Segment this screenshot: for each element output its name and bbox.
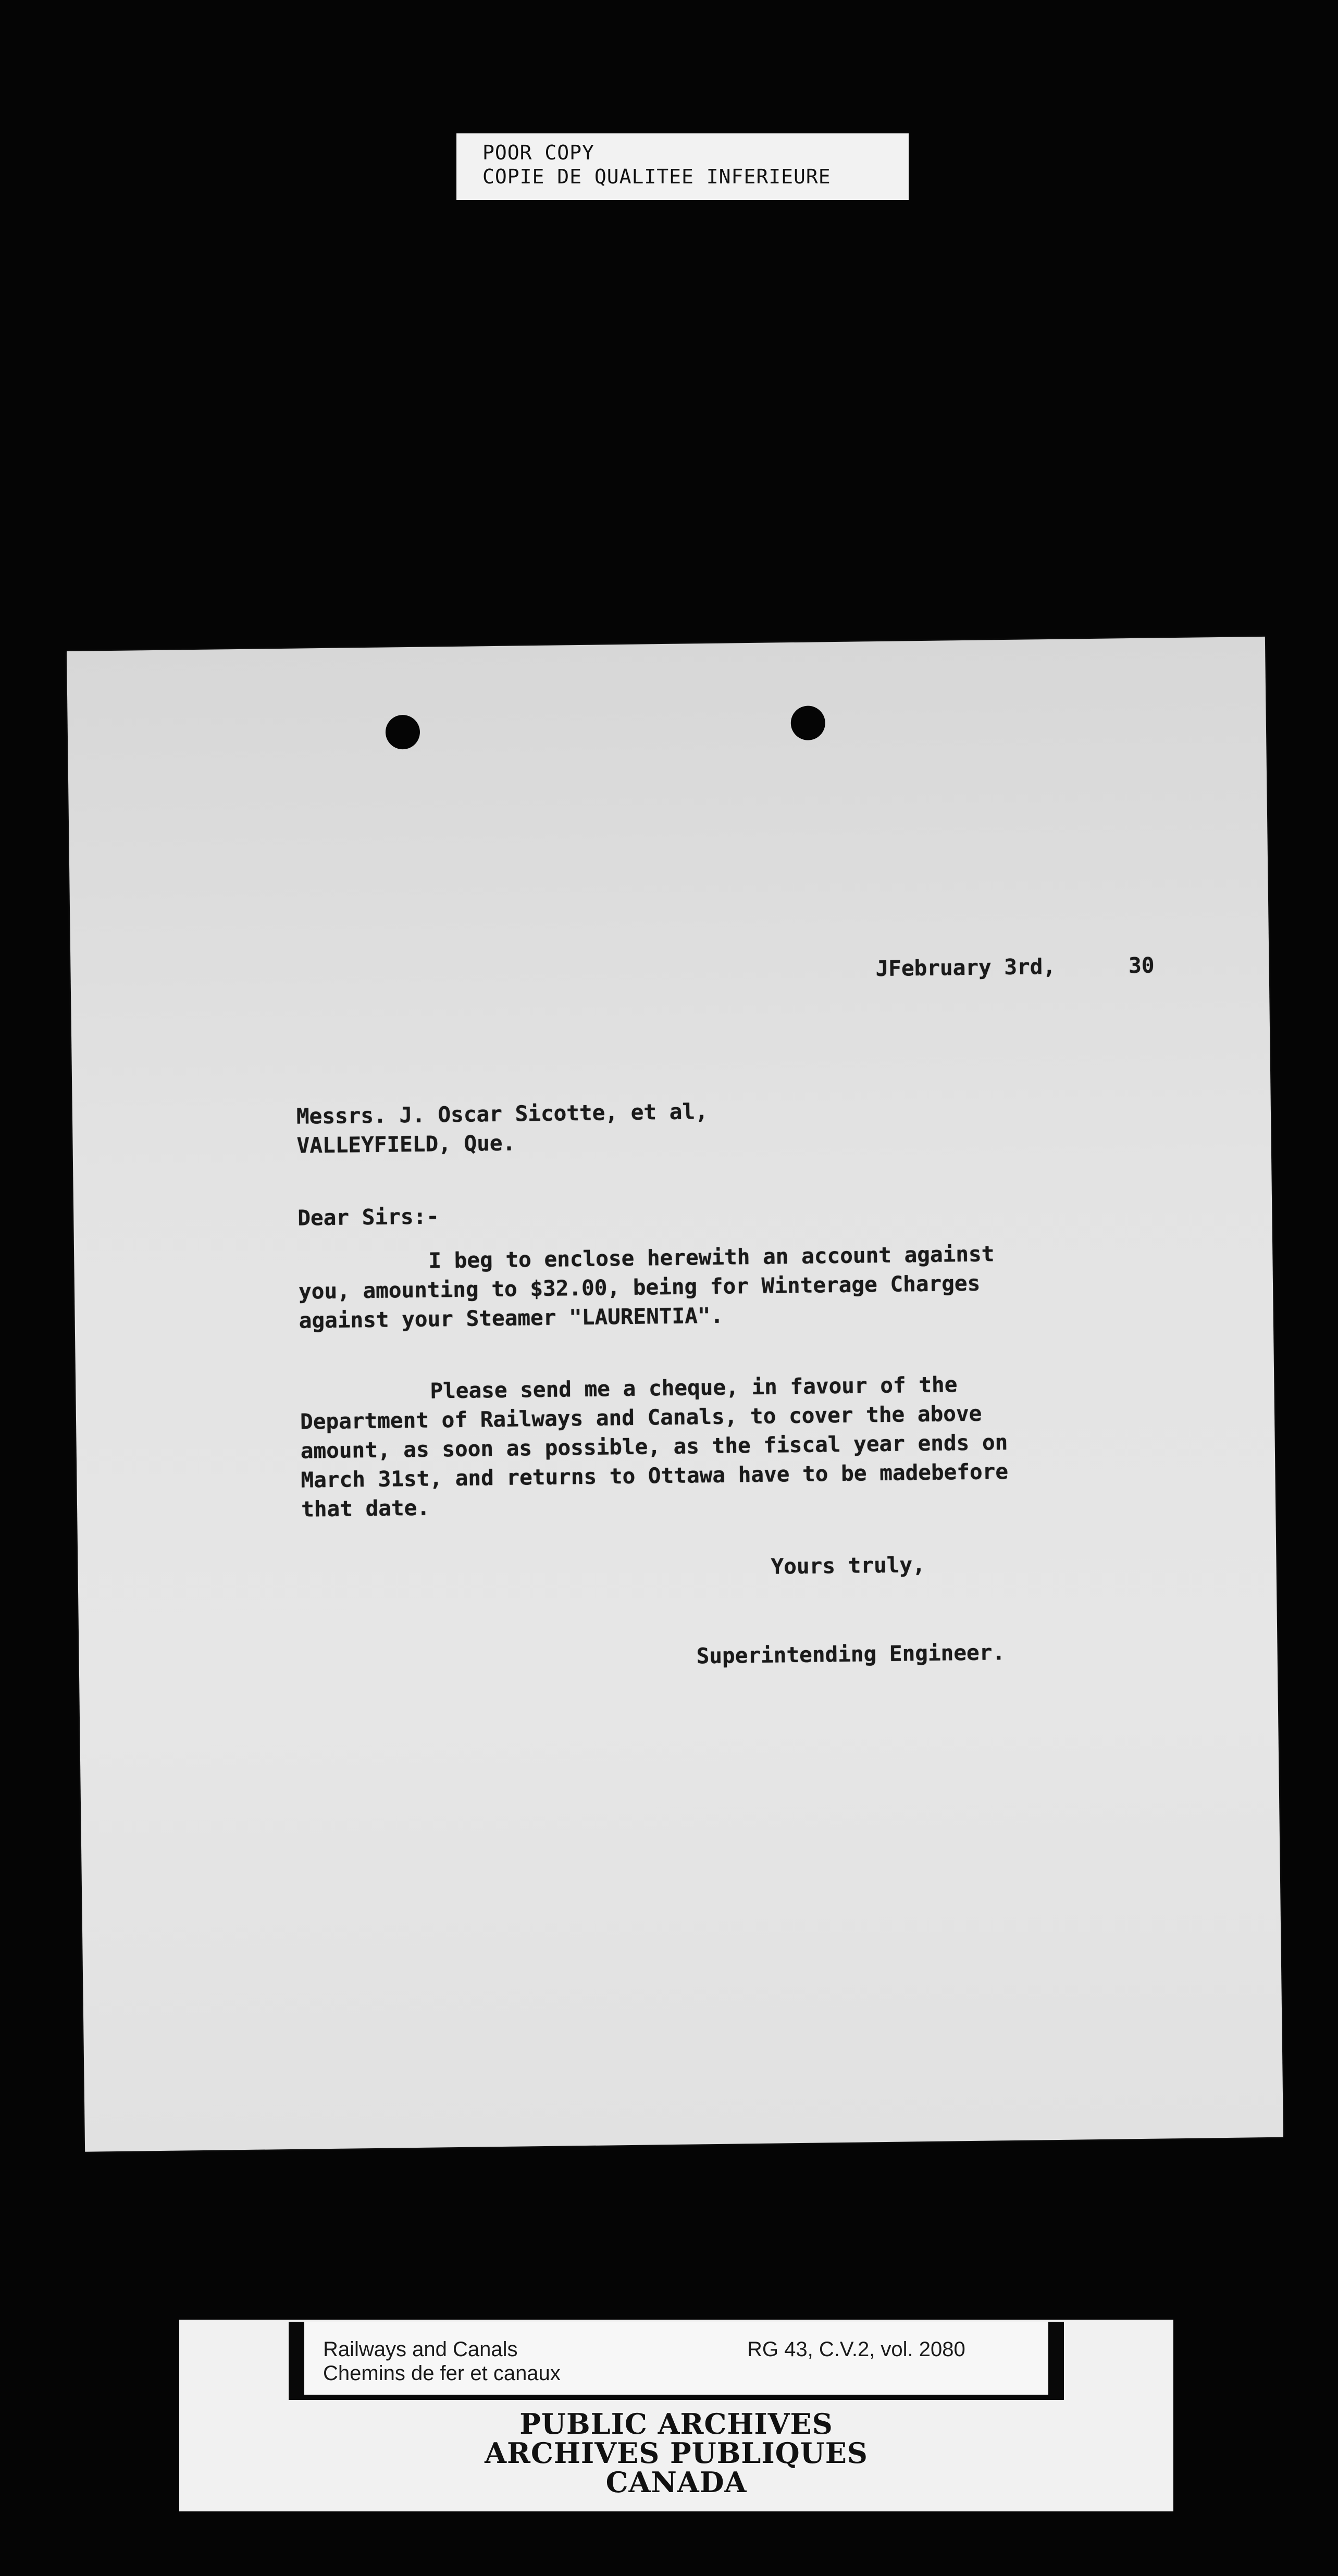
punch-hole-icon bbox=[386, 715, 420, 750]
signature-title: Superintending Engineer. bbox=[696, 1640, 1006, 1669]
archives-title-en: PUBLIC ARCHIVES bbox=[519, 2407, 833, 2441]
department-en: Railways and Canals bbox=[323, 2338, 518, 2361]
paragraph-line: Please send me a cheque, in favour of the bbox=[430, 1372, 958, 1404]
body-paragraph-1 bbox=[298, 1239, 995, 1335]
poor-copy-label bbox=[456, 133, 909, 200]
paragraph-line: you, amounting to $32.00, being for Winterage Charges bbox=[298, 1270, 981, 1304]
date-year: 30 bbox=[1128, 952, 1155, 979]
record-group-reference: RG 43, C.V.2, vol. 2080 bbox=[747, 2338, 965, 2361]
paragraph-line: that date. bbox=[301, 1495, 430, 1522]
paragraph-line: I beg to enclose herewith an account against bbox=[428, 1241, 995, 1273]
department-fr: Chemins de fer et canaux bbox=[323, 2362, 561, 2385]
archive-card bbox=[179, 2320, 1173, 2511]
department-names bbox=[323, 2337, 561, 2385]
poor-copy-line-en: POOR COPY bbox=[482, 141, 594, 164]
letter-sheet bbox=[67, 637, 1283, 2152]
letter-closing: Yours truly, bbox=[771, 1552, 926, 1579]
poor-copy-line-fr: COPIE DE QUALITEE INFERIEURE bbox=[482, 165, 831, 188]
body-paragraph-2 bbox=[300, 1369, 1009, 1524]
paragraph-line: March 31st, and returns to Ottawa have to be madebefore bbox=[301, 1459, 1009, 1493]
address-line: VALLEYFIELD, Que. bbox=[296, 1130, 516, 1158]
paragraph-line: against your Steamer "LAURENTIA". bbox=[299, 1303, 724, 1333]
paragraph-line: amount, as soon as possible, as the fiscal year ends on bbox=[300, 1430, 1008, 1464]
archives-title-country: CANADA bbox=[605, 2466, 747, 2499]
archives-title-fr: ARCHIVES PUBLIQUES bbox=[485, 2436, 868, 2470]
public-archives-title bbox=[179, 2409, 1173, 2497]
address-line: Messrs. J. Oscar Sicotte, et al, bbox=[296, 1099, 709, 1129]
salutation: Dear Sirs:- bbox=[298, 1204, 440, 1231]
archive-reference-box bbox=[304, 2322, 1048, 2395]
date-text: JFebruary 3rd, bbox=[875, 953, 1056, 982]
punch-hole-icon bbox=[790, 705, 825, 740]
recipient-address bbox=[296, 1097, 709, 1160]
paragraph-line: Department of Railways and Canals, to cover the above bbox=[300, 1401, 982, 1434]
letter-date bbox=[875, 951, 1155, 984]
